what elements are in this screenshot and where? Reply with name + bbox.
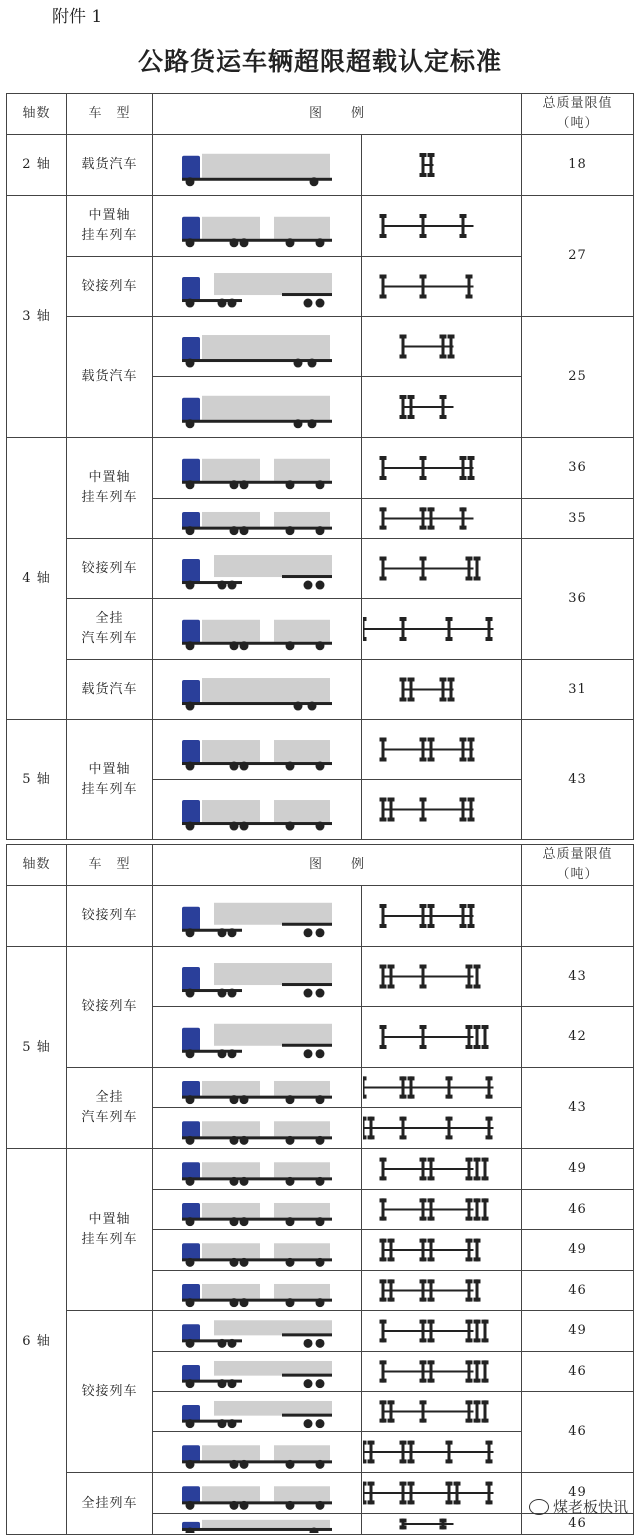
header-image: 图 例 bbox=[152, 93, 522, 135]
type-cell: 铰接列车 bbox=[66, 1310, 153, 1473]
limit-cell: 46 bbox=[521, 1270, 634, 1311]
vehicle-picture-cell bbox=[152, 885, 362, 947]
truck-illustration bbox=[154, 1393, 360, 1430]
vehicle-picture-cell bbox=[152, 1472, 362, 1514]
limit-cell: 35 bbox=[521, 498, 634, 539]
truck-illustration bbox=[154, 600, 360, 658]
truck-illustration bbox=[154, 1150, 360, 1188]
axle-diagram-cell bbox=[361, 376, 522, 438]
vehicle-picture-cell bbox=[152, 437, 362, 499]
axle-diagram-cell bbox=[361, 538, 522, 599]
axle-cell: 5 轴 bbox=[6, 719, 67, 840]
truck-illustration bbox=[154, 500, 360, 537]
truck-illustration bbox=[154, 721, 360, 778]
axle-diagram bbox=[363, 600, 520, 658]
vehicle-picture-cell bbox=[152, 134, 362, 196]
header-limit: 总质量限值 （吨） bbox=[521, 93, 634, 135]
axle-diagram-cell bbox=[361, 719, 522, 780]
axle-diagram-cell bbox=[361, 779, 522, 840]
truck-illustration bbox=[154, 661, 360, 718]
type-cell: 中置轴 挂车列车 bbox=[66, 719, 153, 840]
truck-illustration bbox=[154, 318, 360, 375]
axle-diagram bbox=[363, 1069, 520, 1106]
vehicle-picture-cell bbox=[152, 256, 362, 317]
axle-diagram-cell bbox=[361, 498, 522, 539]
type-cell: 载货汽车 bbox=[66, 316, 153, 438]
limit-cell: 46 bbox=[521, 1351, 634, 1392]
header-image: 图 例 bbox=[152, 844, 522, 886]
axle-diagram-cell bbox=[361, 1229, 522, 1271]
type-cell: 全挂 汽车列车 bbox=[66, 598, 153, 660]
truck-illustration bbox=[154, 1008, 360, 1066]
axle-diagram bbox=[363, 439, 520, 497]
limit-cell: 27 bbox=[521, 195, 634, 317]
limit-cell bbox=[521, 885, 634, 947]
limit-cell: 43 bbox=[521, 1067, 634, 1149]
type-cell: 全挂 汽车列车 bbox=[66, 1067, 153, 1149]
truck-illustration bbox=[154, 1474, 360, 1512]
vehicle-picture-cell bbox=[152, 498, 362, 539]
limit-cell: 49 bbox=[521, 1310, 634, 1352]
limit-cell: 31 bbox=[521, 659, 634, 720]
type-cell: 铰接列车 bbox=[66, 256, 153, 317]
chat-bubble-icon bbox=[529, 1499, 549, 1515]
vehicle-picture-cell bbox=[152, 1107, 362, 1149]
axle-cell: 6 轴 bbox=[6, 1148, 67, 1535]
truck-illustration bbox=[154, 136, 360, 194]
page-title: 公路货运车辆超限超载认定标准 bbox=[137, 47, 502, 76]
axle-cell bbox=[6, 885, 67, 947]
axle-diagram-cell bbox=[361, 946, 522, 1007]
type-cell: 全挂列车 bbox=[66, 1472, 153, 1535]
vehicle-picture-cell bbox=[152, 316, 362, 377]
axle-diagram bbox=[363, 378, 520, 436]
type-cell: 铰接列车 bbox=[66, 946, 153, 1068]
truck-illustration bbox=[154, 439, 360, 497]
axle-cell: 2 轴 bbox=[6, 134, 67, 196]
vehicle-picture-cell bbox=[152, 1229, 362, 1271]
axle-diagram bbox=[363, 661, 520, 718]
vehicle-picture-cell bbox=[152, 1431, 362, 1473]
axle-diagram-cell bbox=[361, 1006, 522, 1068]
truck-illustration bbox=[154, 948, 360, 1005]
truck-illustration bbox=[154, 1069, 360, 1106]
vehicle-picture-cell bbox=[152, 1270, 362, 1311]
vehicle-picture-cell bbox=[152, 946, 362, 1007]
header-type: 车 型 bbox=[66, 844, 153, 886]
axle-diagram bbox=[363, 1433, 520, 1471]
truck-illustration bbox=[154, 1312, 360, 1350]
axle-diagram-cell bbox=[361, 1391, 522, 1432]
limit-cell: 36 bbox=[521, 437, 634, 499]
annex-label: 附件 1 bbox=[52, 7, 103, 27]
axle-diagram-cell bbox=[361, 256, 522, 317]
truck-illustration bbox=[154, 781, 360, 838]
axle-diagram bbox=[363, 1353, 520, 1390]
axle-diagram bbox=[363, 540, 520, 597]
type-cell: 铰接列车 bbox=[66, 885, 153, 947]
axle-diagram-cell bbox=[361, 1310, 522, 1352]
truck-illustration bbox=[154, 540, 360, 597]
limit-cell: 46 bbox=[521, 1189, 634, 1230]
truck-illustration bbox=[154, 1353, 360, 1390]
axle-diagram bbox=[363, 1150, 520, 1188]
axle-diagram bbox=[363, 887, 520, 945]
axle-cell: 5 轴 bbox=[6, 946, 67, 1149]
limit-cell: 25 bbox=[521, 316, 634, 438]
limit-cell: 49 bbox=[521, 1148, 634, 1190]
limit-cell: 49 bbox=[521, 1472, 634, 1514]
type-cell: 铰接列车 bbox=[66, 538, 153, 599]
axle-diagram-cell bbox=[361, 1513, 522, 1535]
header-axle: 轴数 bbox=[6, 844, 67, 886]
axle-diagram-cell bbox=[361, 437, 522, 499]
header-limit: 总质量限值 （吨） bbox=[521, 844, 634, 886]
axle-diagram bbox=[363, 1393, 520, 1430]
axle-diagram bbox=[363, 136, 520, 194]
limit-cell: 42 bbox=[521, 1006, 634, 1068]
axle-diagram-cell bbox=[361, 598, 522, 660]
truck-illustration bbox=[154, 378, 360, 436]
axle-diagram-cell bbox=[361, 1107, 522, 1149]
limit-cell: 18 bbox=[521, 134, 634, 196]
vehicle-picture-cell bbox=[152, 1189, 362, 1230]
limit-cell: 43 bbox=[521, 946, 634, 1007]
vehicle-picture-cell bbox=[152, 598, 362, 660]
vehicle-picture-cell bbox=[152, 195, 362, 257]
axle-diagram bbox=[363, 781, 520, 838]
axle-diagram bbox=[363, 1008, 520, 1066]
axle-diagram bbox=[363, 500, 520, 537]
type-cell: 载货汽车 bbox=[66, 659, 153, 720]
truck-illustration bbox=[154, 1515, 360, 1533]
axle-diagram bbox=[363, 1272, 520, 1309]
axle-diagram bbox=[363, 1109, 520, 1147]
type-cell: 中置轴 挂车列车 bbox=[66, 1148, 153, 1311]
limit-cell: 36 bbox=[521, 538, 634, 660]
axle-diagram bbox=[363, 1191, 520, 1228]
axle-diagram bbox=[363, 318, 520, 375]
axle-diagram-cell bbox=[361, 885, 522, 947]
vehicle-picture-cell bbox=[152, 376, 362, 438]
type-cell: 中置轴 挂车列车 bbox=[66, 195, 153, 257]
truck-illustration bbox=[154, 1231, 360, 1269]
axle-diagram-cell bbox=[361, 134, 522, 196]
axle-diagram-cell bbox=[361, 1148, 522, 1190]
axle-diagram bbox=[363, 948, 520, 1005]
vehicle-picture-cell bbox=[152, 538, 362, 599]
truck-illustration bbox=[154, 258, 360, 315]
vehicle-picture-cell bbox=[152, 1513, 362, 1535]
axle-diagram-cell bbox=[361, 1472, 522, 1514]
vehicle-picture-cell bbox=[152, 659, 362, 720]
vehicle-picture-cell bbox=[152, 1067, 362, 1108]
truck-illustration bbox=[154, 887, 360, 945]
axle-diagram-cell bbox=[361, 1270, 522, 1311]
axle-diagram-cell bbox=[361, 316, 522, 377]
vehicle-picture-cell bbox=[152, 1351, 362, 1392]
vehicle-picture-cell bbox=[152, 719, 362, 780]
axle-diagram-cell bbox=[361, 1189, 522, 1230]
limit-cell: 49 bbox=[521, 1229, 634, 1271]
axle-diagram bbox=[363, 721, 520, 778]
vehicle-picture-cell bbox=[152, 1310, 362, 1352]
vehicle-picture-cell bbox=[152, 1148, 362, 1190]
watermark: 煤老板快讯 bbox=[529, 1496, 628, 1517]
vehicle-picture-cell bbox=[152, 1391, 362, 1432]
truck-illustration bbox=[154, 1433, 360, 1471]
header-axle: 轴数 bbox=[6, 93, 67, 135]
type-cell: 载货汽车 bbox=[66, 134, 153, 196]
limit-cell: 43 bbox=[521, 719, 634, 840]
truck-illustration bbox=[154, 1272, 360, 1309]
axle-diagram bbox=[363, 1474, 520, 1512]
axle-diagram bbox=[363, 1515, 520, 1533]
truck-illustration bbox=[154, 197, 360, 255]
truck-illustration bbox=[154, 1191, 360, 1228]
axle-cell: 3 轴 bbox=[6, 195, 67, 438]
type-cell: 中置轴 挂车列车 bbox=[66, 437, 153, 539]
axle-cell: 4 轴 bbox=[6, 437, 67, 720]
header-type: 车 型 bbox=[66, 93, 153, 135]
truck-illustration bbox=[154, 1109, 360, 1147]
axle-diagram bbox=[363, 258, 520, 315]
axle-diagram-cell bbox=[361, 659, 522, 720]
axle-diagram-cell bbox=[361, 195, 522, 257]
vehicle-picture-cell bbox=[152, 779, 362, 840]
axle-diagram-cell bbox=[361, 1351, 522, 1392]
axle-diagram bbox=[363, 197, 520, 255]
vehicle-picture-cell bbox=[152, 1006, 362, 1068]
limit-cell: 46 bbox=[521, 1513, 634, 1535]
axle-diagram bbox=[363, 1312, 520, 1350]
limit-cell: 46 bbox=[521, 1391, 634, 1473]
axle-diagram bbox=[363, 1231, 520, 1269]
axle-diagram-cell bbox=[361, 1067, 522, 1108]
axle-diagram-cell bbox=[361, 1431, 522, 1473]
